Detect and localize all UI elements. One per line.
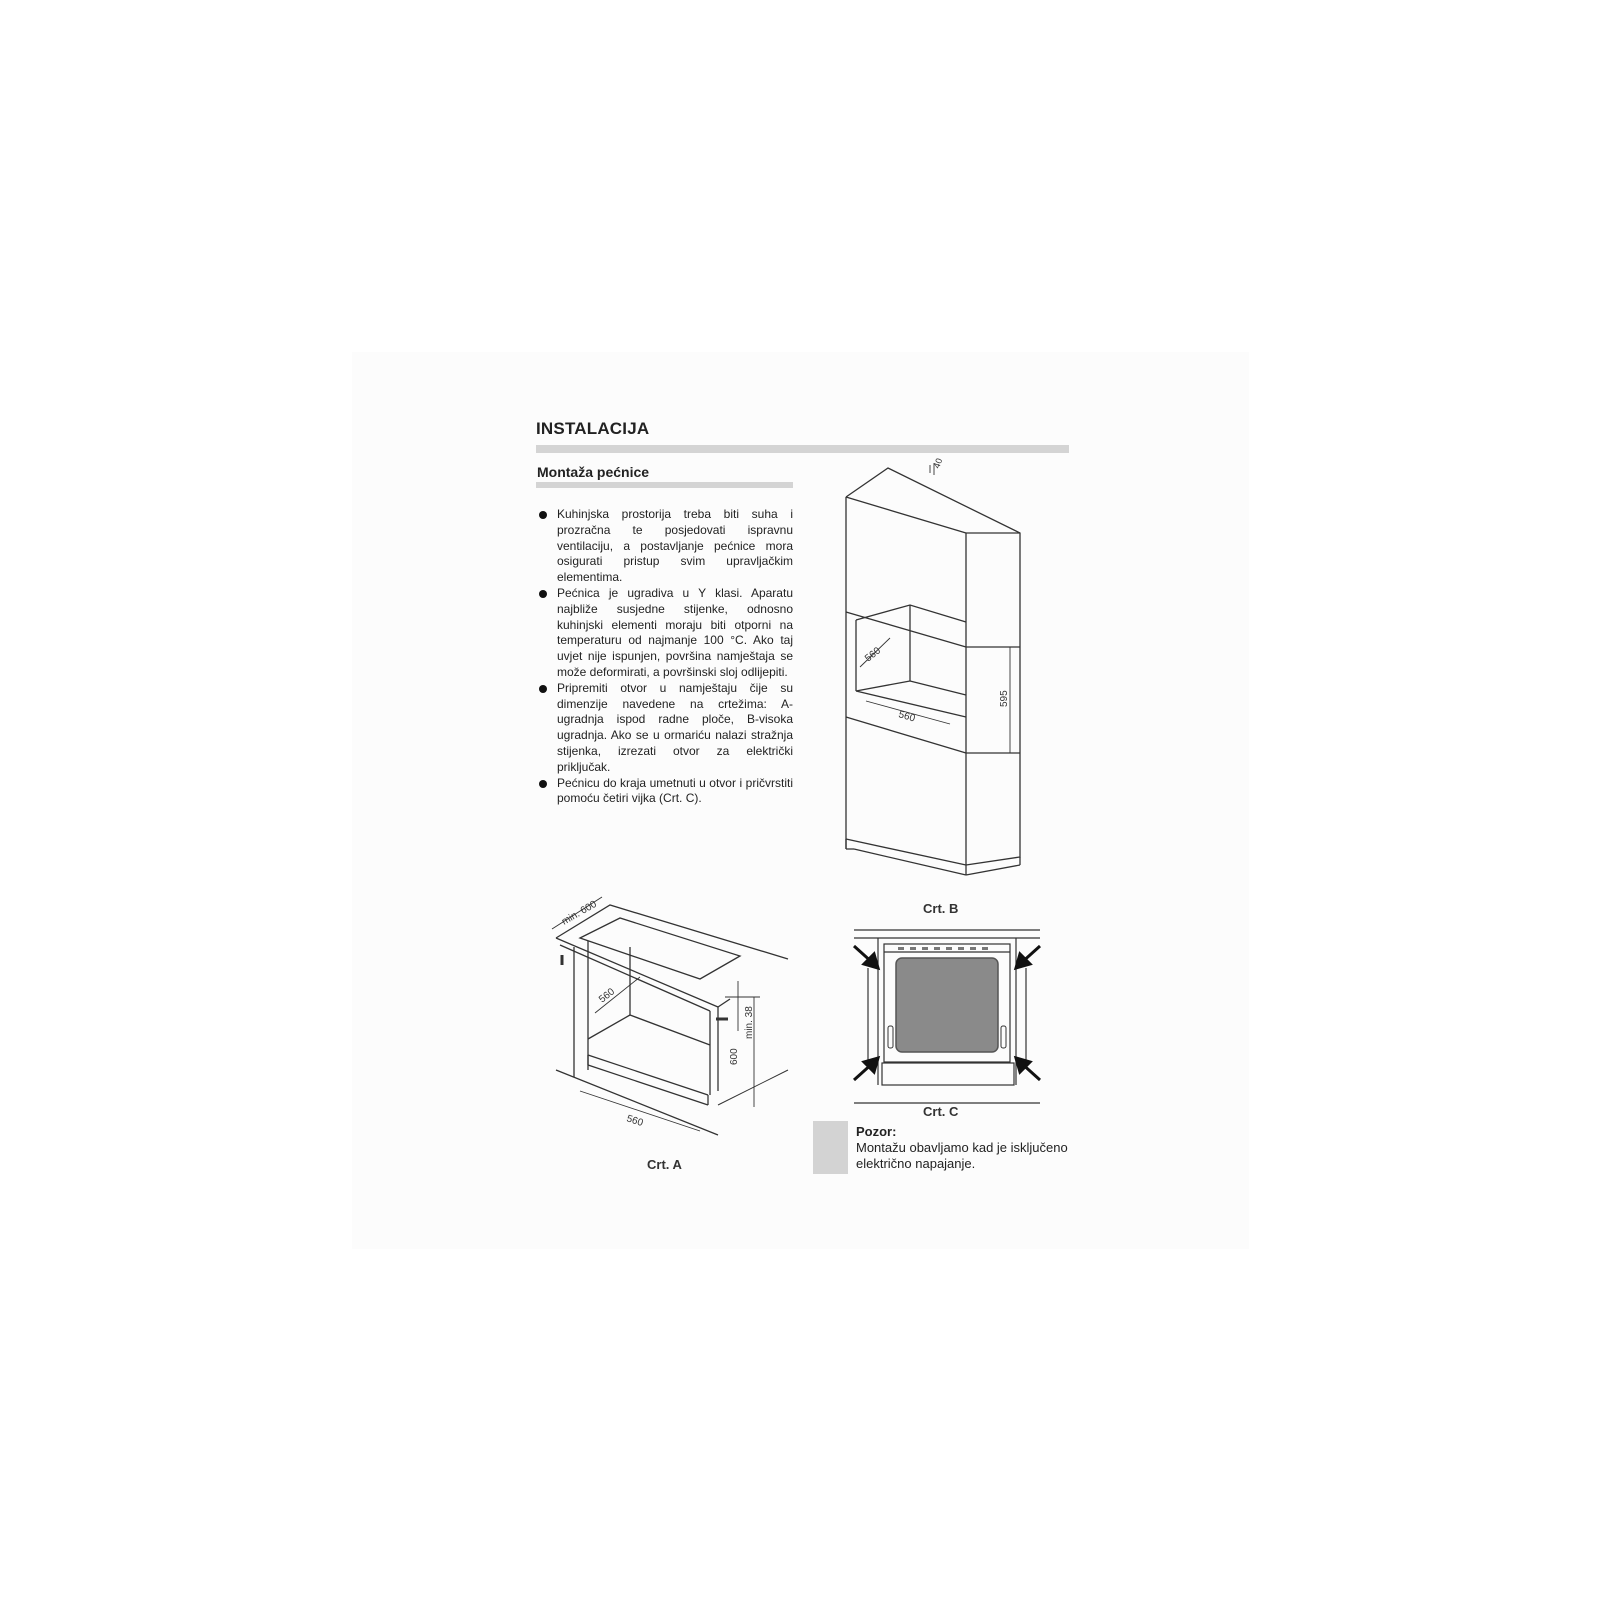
figure-b-tall-cabinet [830, 455, 1050, 885]
figure-c-oven-front [848, 920, 1048, 1106]
list-item-text: Kuhinjska prostorija treba biti suha i prozračna te posjedovati ispravnu ventilaciju, a postavljanje pećnice mora osigurati pristup svim upravljačkim elementima. [557, 507, 793, 585]
instruction-list [538, 507, 793, 807]
section-divider [536, 445, 1069, 453]
bullet-icon [539, 511, 547, 519]
list-item [538, 681, 793, 776]
figure-c-caption: Crt. C [923, 1104, 959, 1119]
oven-window [896, 958, 998, 1052]
list-item [538, 586, 793, 681]
dim-height-label: 600 [729, 1048, 740, 1065]
document-page [352, 352, 1249, 1249]
dim-gap-label: min. 38 [744, 1006, 755, 1039]
section-title: INSTALACIJA [536, 419, 650, 438]
note-marker [813, 1121, 848, 1174]
list-item-text: Pripremiti otvor u namještaju čije su dimenzije navedene na crtežima: A-ugradnja ispod radne ploče, B-visoka ugradnja. Ako se u ormariću nalazi stražnja stijenka, izrezati otvor za električki priključak. [557, 680, 793, 774]
subsection-title: Montaža pećnice [537, 464, 650, 480]
dim-inner-depth-label: 560 [597, 986, 617, 1006]
figure-b-caption: Crt. B [923, 901, 959, 916]
dim-width-label: 560 [625, 1113, 645, 1130]
note-title: Pozor: [856, 1124, 897, 1139]
dim-height-label: 595 [999, 690, 1010, 707]
list-item [538, 507, 793, 586]
figure-a-caption: Crt. A [647, 1157, 682, 1172]
dim-depth-label: min. 600 [560, 898, 599, 928]
subsection-divider [536, 482, 793, 488]
figure-a-under-counter [550, 895, 800, 1145]
dim-top-label: 40 [931, 456, 945, 470]
bullet-icon [539, 590, 547, 598]
bullet-icon [539, 685, 547, 693]
list-item-text: Pećnica je ugradiva u Y klasi. Aparatu najbliže susjedne stijenke, odnosno kuhinjski elementi moraju biti otporni na temperaturu od najmanje 100 °C. Ako taj uvjet nije ispunjen, površina namještaja se može deformirati, a površinski sloj odlijepiti. [557, 585, 793, 679]
list-item-text: Pećnicu do kraja umetnuti u otvor i pričvrstiti pomoću četiri vijka (Crt. C). [557, 775, 793, 806]
bullet-icon [539, 780, 547, 788]
list-item [538, 776, 793, 808]
dim-depth-label: 560 [863, 645, 883, 665]
dim-width-label: 560 [897, 709, 917, 725]
note-text: Montažu obavljamo kad je isključeno električno napajanje. [856, 1140, 1068, 1171]
